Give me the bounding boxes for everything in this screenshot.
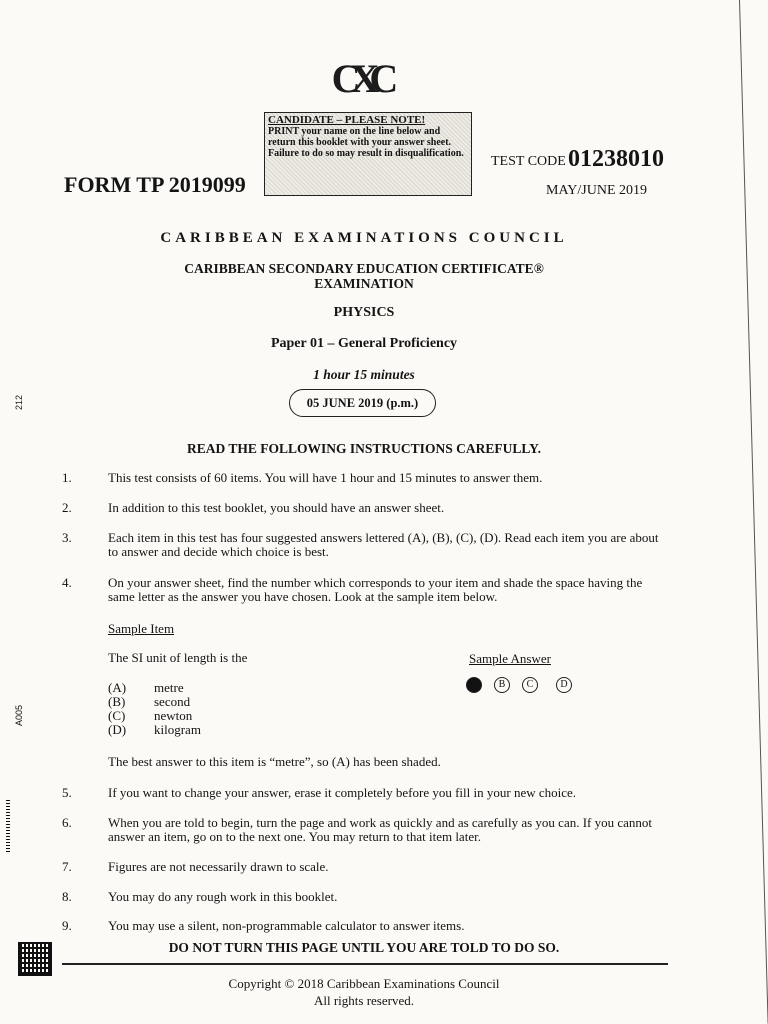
sample-answer-label: Sample Answer — [469, 651, 551, 666]
instruction-text: If you want to change your answer, erase it completely before you fill in your new choice. — [108, 785, 577, 800]
option-text: second — [154, 694, 191, 709]
paper-title: Paper 01 – General Proficiency — [270, 336, 458, 351]
instruction-number: 8. — [62, 889, 72, 904]
margin-code-top: 212 — [14, 394, 24, 410]
subject-title: PHYSICS — [333, 305, 395, 320]
option-text: metre — [154, 680, 184, 695]
footer-divider — [62, 963, 668, 965]
cxc-logo: CXC — [331, 56, 389, 101]
instruction-number: 5. — [62, 785, 72, 800]
certificate-title — [0, 261, 728, 291]
exam-date: 05 JUNE 2019 (p.m.) — [289, 389, 436, 417]
instruction-number: 2. — [62, 500, 72, 515]
form-title: FORM TP 2019099 — [64, 172, 246, 197]
instruction-text: When you are told to begin, turn the page and work as quickly and as carefully as you can. If you cannot answer an item, go on to the next one. You may return to that item later. — [108, 815, 653, 844]
margin-code-mid: A005 — [14, 704, 24, 726]
instruction-text: You may use a silent, non-programmable calculator to answer items. — [108, 918, 465, 933]
instruction-text: Each item in this test has four suggested answers lettered (A), (B), (C), (D). Read each item you are about to answer and decide which choice is best. — [108, 530, 659, 559]
side-barcode — [6, 800, 10, 852]
option-letter: (C) — [108, 708, 126, 723]
instruction-number: 1. — [62, 470, 72, 485]
instruction-text: On your answer sheet, find the number which corresponds to your item and shade the space having the same letter as the answer you have chosen. Look at the sample item below. — [108, 575, 643, 604]
option-text: newton — [154, 708, 193, 723]
test-code-value: 01238010 — [568, 146, 664, 172]
page-edge-line — [739, 0, 768, 1024]
option-letter: (B) — [108, 694, 126, 709]
notice-text: PRINT your name on the line below and return this booklet with your answer sheet. Failure to do so may result in disqualification. — [268, 126, 464, 159]
exam-session: MAY/JUNE 2019 — [546, 183, 647, 198]
instruction-text: Figures are not necessarily drawn to scale. — [108, 859, 329, 874]
instruction-text: This test consists of 60 items. You will have 1 hour and 15 minutes to answer them. — [108, 470, 543, 485]
instruction-number: 9. — [62, 918, 72, 933]
instruction-number: 4. — [62, 575, 72, 590]
instruction-number: 3. — [62, 530, 72, 545]
sample-item-title: Sample Item — [108, 621, 175, 636]
option-letter: (D) — [108, 722, 127, 737]
final-warning: DO NOT TURN THIS PAGE UNTIL YOU ARE TOLD TO DO SO. — [168, 940, 560, 955]
sample-question: The SI unit of length is the — [108, 650, 248, 665]
option-text: kilogram — [154, 722, 201, 737]
answer-bubble-a — [466, 677, 482, 693]
option-letter: (A) — [108, 680, 127, 695]
instruction-text: You may do any rough work in this booklet. — [108, 889, 338, 904]
instruction-text: In addition to this test booklet, you should have an answer sheet. — [108, 500, 445, 515]
instruction-number: 6. — [62, 815, 72, 830]
notice-title: CANDIDATE – PLEASE NOTE! — [268, 114, 426, 126]
test-code-label: TEST CODE — [491, 154, 566, 169]
answer-bubble-d: D — [556, 677, 572, 693]
answer-bubble-c: C — [522, 677, 538, 693]
exam-duration: 1 hour 15 minutes — [313, 367, 415, 382]
certificate-line: CARIBBEAN SECONDARY EDUCATION CERTIFICATE® — [184, 261, 544, 276]
candidate-notice-box — [264, 112, 472, 196]
copyright-block — [0, 975, 728, 1009]
sample-explanation: The best answer to this item is “metre”, so (A) has been shaded. — [108, 754, 441, 769]
instructions-heading: READ THE FOLLOWING INSTRUCTIONS CAREFULLY. — [187, 441, 541, 456]
council-name: CARIBBEAN EXAMINATIONS COUNCIL — [160, 230, 568, 246]
instruction-number: 7. — [62, 859, 72, 874]
copyright-line: Copyright © 2018 Caribbean Examinations Council — [228, 976, 500, 991]
qr-code — [18, 942, 52, 976]
examination-line: EXAMINATION — [314, 276, 414, 291]
rights-line: All rights reserved. — [313, 993, 414, 1008]
answer-bubble-b: B — [494, 677, 510, 693]
